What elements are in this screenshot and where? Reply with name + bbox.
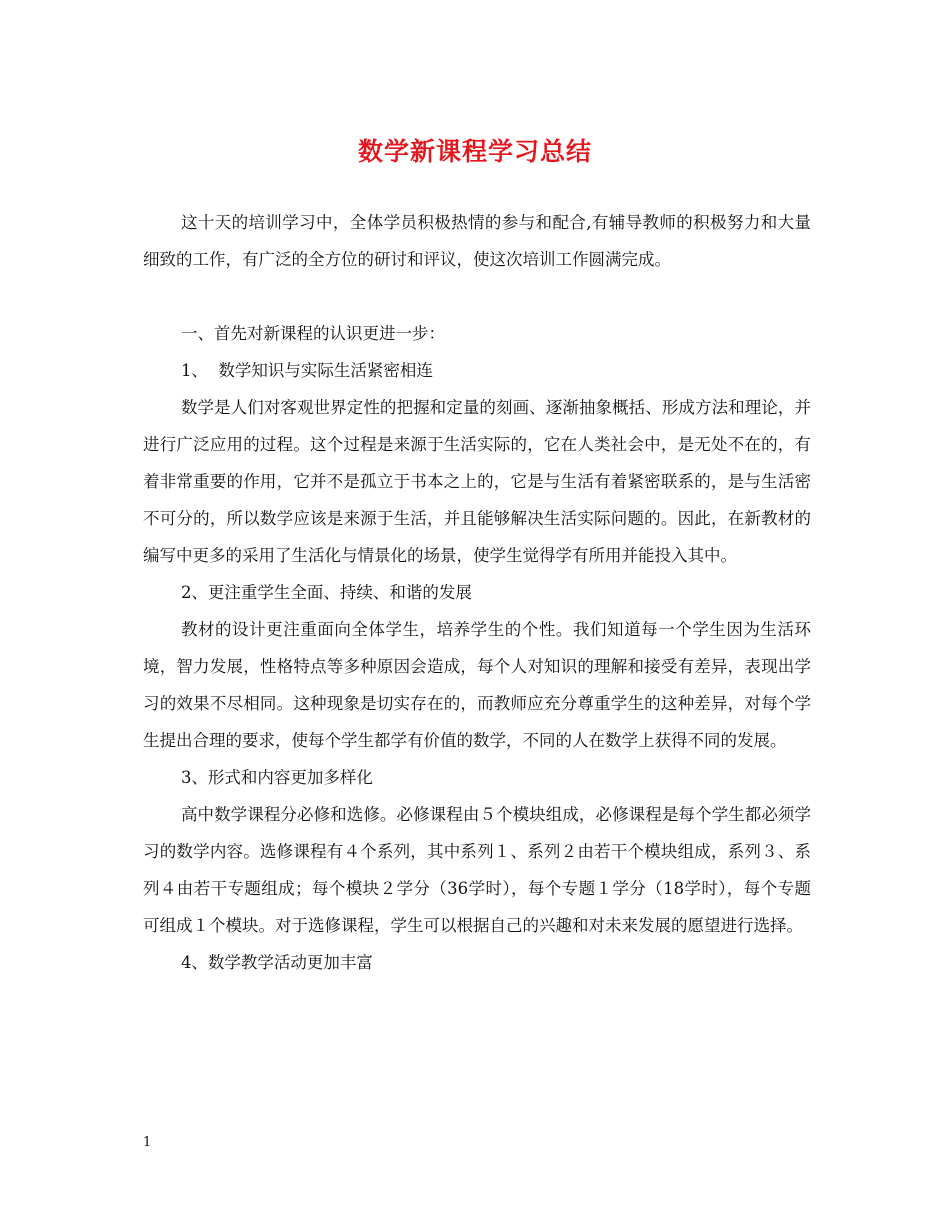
item-heading-1: 1、 数学知识与实际生活紧密相连 xyxy=(180,361,433,380)
section-heading-1: 一、首先对新课程的认识更进一步： xyxy=(180,324,445,343)
page-number: 1 xyxy=(143,1135,152,1150)
item-paragraph-1: 数学是人们对客观世界定性的把握和定量的刻画、逐渐抽象概括、形成方法和理论，并进行广泛应用的过程。这个过程是来源于生活实际的，它在人类社会中，是无处不在的，有着非常重要的作用，它并不是孤立于书本之上的，它是与生活有着紧密联系的，是与生活密不可分的，所以数学应该是来源于生活，并且能够解决生活实际问题的。因此，在新教材的编写中更多的采用了生活化与情景化的场景，使学生觉得学有所用并能投入其中。 xyxy=(143,398,811,565)
item-paragraph-3: 高中数学课程分必修和选修。必修课程由５个模块组成，必修课程是每个学生都必须学习的数学内容。选修课程有４个系列，其中系列１、系列２由若干个模块组成，系列３、系列４由若干专题组成；每个模块２学分（36学时），每个专题１学分（18学时），每个专题可组成１个模块。对于选修课程，学生可以根据自己的兴趣和对未来发展的愿望进行选择。 xyxy=(143,805,811,935)
document-body xyxy=(143,204,811,981)
document-title: 数学新课程学习总结 xyxy=(357,137,592,166)
item-paragraph-2: 教材的设计更注重面向全体学生，培养学生的个性。我们知道每一个学生因为生活环境，智力发展，性格特点等多种原因会造成，每个人对知识的理解和接受有差异，表现出学习的效果不尽相同。这种现象是切实存在的，而教师应充分尊重学生的这种差异，对每个学生提出合理的要求，使每个学生都学有价值的数学，不同的人在数学上获得不同的发展。 xyxy=(143,620,811,750)
intro-paragraph: 这十天的培训学习中，全体学员积极热情的参与和配合,有辅导教师的积极努力和大量细致的工作，有广泛的全方位的研讨和评议，使这次培训工作圆满完成。 xyxy=(143,213,811,269)
paragraph-gap xyxy=(143,278,811,315)
item-heading-4: 4、数学教学活动更加丰富 xyxy=(180,953,373,972)
item-heading-2: 2、更注重学生全面、持续、和谐的发展 xyxy=(180,583,472,602)
item-heading-3: 3、形式和内容更加多样化 xyxy=(180,768,373,787)
